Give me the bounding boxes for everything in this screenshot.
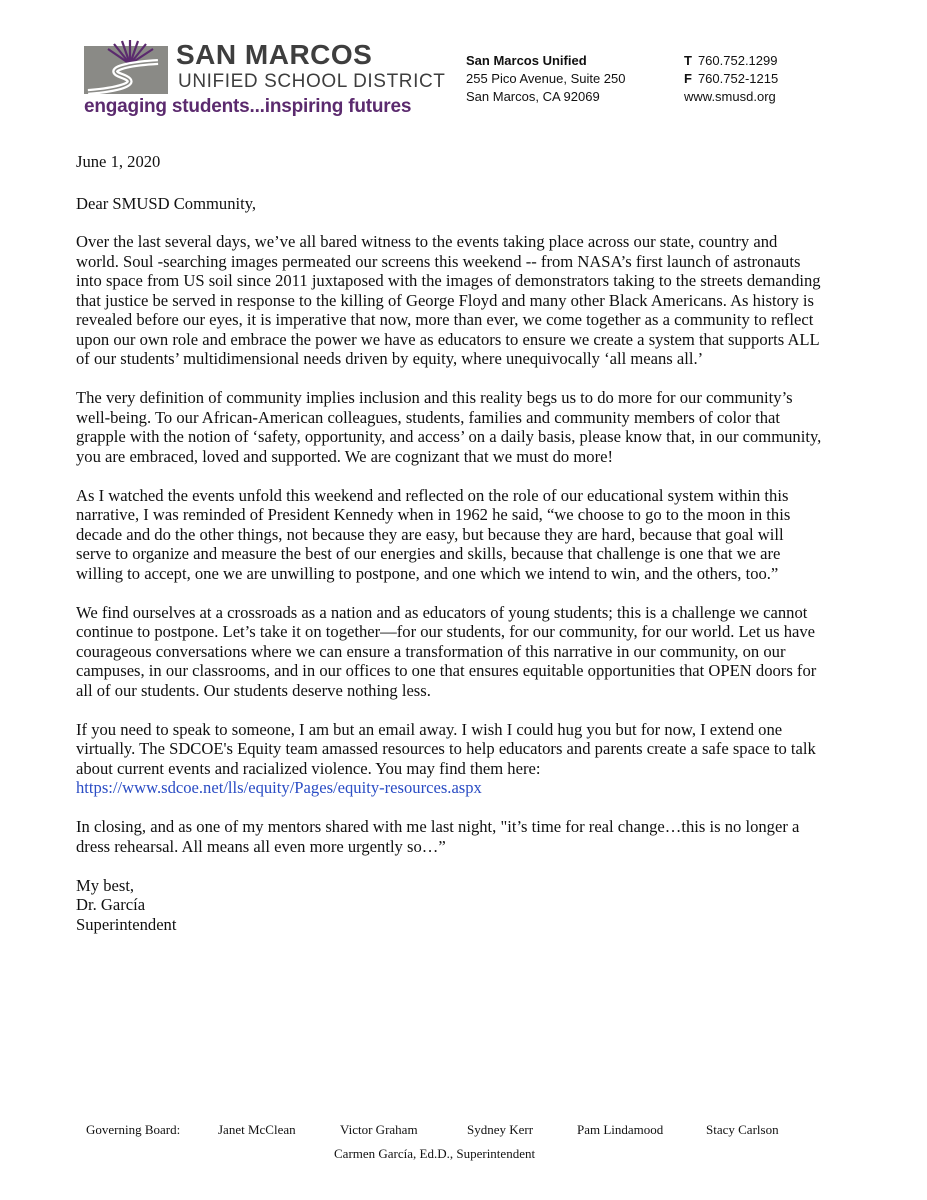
- letter-paragraph-resources: [76, 720, 822, 798]
- letter-body: [76, 152, 822, 934]
- letterhead-address: [466, 52, 626, 106]
- signoff: My best,: [76, 875, 135, 895]
- letterhead-contact: [684, 52, 778, 106]
- signer-name: Dr. García: [76, 895, 146, 914]
- letter-paragraph: The very definition of community implies inclusion and this reality begs us to do more for our community’s well-being. To our African-American colleagues, students, families and community members of color that grapple with the notion of ‘safety, opportunity, and access’ on a daily basis, please know that, in our community, you are embraced, loved and supported. We are cognizant that we must do more!: [76, 388, 822, 466]
- board-member: Janet McClean: [218, 1122, 296, 1137]
- letter-paragraph: Over the last several days, we’ve all bared witness to the events taking place across our state, country and world. Soul -searching images permeated our screens this weekend -- from NASA’s first launch of astronauts into space from US soil since 2011 juxtaposed with the images of demonstrators taking to the streets demanding that justice be served in response to the killing of George Floyd and many other Black Americans. As history is revealed before our eyes, it is imperative that now, more than ever, we come together as a community to reflect upon our own role and embrace the power we have as educators to ensure we create a system that supports ALL of our students’ multidimensional needs driven by equity, where unequivocally ‘all means all.’: [76, 232, 821, 368]
- district-logo: [84, 38, 446, 118]
- tagline-part-a: engaging students...: [84, 96, 265, 117]
- address-line-1: 255 Pico Avenue, Suite 250: [466, 71, 626, 86]
- district-name: SAN MARCOS: [176, 39, 373, 70]
- board-member: Sydney Kerr: [467, 1122, 534, 1137]
- footer-superintendent: Carmen García, Ed.D., Superintendent: [334, 1146, 536, 1161]
- board-member: Stacy Carlson: [706, 1122, 779, 1137]
- tagline-part-b: inspiring futures: [264, 96, 412, 117]
- district-logo-mark-icon: [84, 38, 168, 96]
- governing-board-footer: [86, 1122, 806, 1161]
- signer-title: Superintendent: [76, 914, 177, 934]
- contact-phone-row: [684, 52, 778, 70]
- signature-block: [76, 876, 822, 935]
- letter-paragraph: As I watched the events unfold this weekend and reflected on the role of our educational system within this narrative, I was reminded of President Kennedy when in 1962 he said, “we choose to go to the moon in this decade and do the other things, not because they are easy, but because they are hard, because that goal will serve to organize and measure the best of our energies and skills, because that challenge is one that we are willing to accept, one we are unwilling to postpone, and one which we intend to win, and the others, too.”: [76, 485, 791, 583]
- letter-closing: In closing, and as one of my mentors shared with me last night, "it’s time for real change…this is no longer a dress rehearsal. All means all even more urgently so…”: [76, 817, 800, 856]
- board-member: Pam Lindamood: [577, 1122, 664, 1137]
- district-tagline: [84, 96, 411, 118]
- contact-fax-row: [684, 70, 778, 88]
- phone-label: T: [684, 53, 692, 68]
- fax-label: F: [684, 71, 692, 86]
- letter-date: June 1, 2020: [76, 152, 161, 171]
- board-members-row: [86, 1122, 806, 1140]
- fax-number: 760.752-1215: [697, 71, 779, 86]
- resources-text: If you need to speak to someone, I am but an email away. I wish I could hug you but for now, I extend one virtually. The SDCOE's Equity team amassed resources to help educators and parents create a safe space to talk about current events and racialized violence. You may find them here:: [76, 719, 816, 778]
- letter-paragraph: We find ourselves at a crossroads as a nation and as educators of young students; this is a challenge we cannot continue to postpone. Let’s take it on together—for our students, for our community, for our world. Let us have courageous conversations where we can ensure a transformation of this narrative in our community, on our campuses, in our classrooms, and in our offices to one that ensures equitable opportunities that OPEN doors for all of our students. Our students deserve nothing less.: [76, 602, 817, 700]
- board-label: Governing Board:: [86, 1122, 181, 1137]
- address-org: San Marcos Unified: [466, 53, 587, 68]
- board-member: Victor Graham: [340, 1122, 418, 1137]
- district-subtitle: UNIFIED SCHOOL DISTRICT: [178, 71, 446, 92]
- equity-resources-link[interactable]: https://www.sdcoe.net/lls/equity/Pages/equity-resources.aspx: [76, 778, 482, 797]
- address-line-2: San Marcos, CA 92069: [466, 89, 600, 104]
- letter-greeting: Dear SMUSD Community,: [76, 193, 257, 213]
- phone-number: 760.752.1299: [697, 53, 778, 68]
- contact-website: www.smusd.org: [684, 89, 776, 104]
